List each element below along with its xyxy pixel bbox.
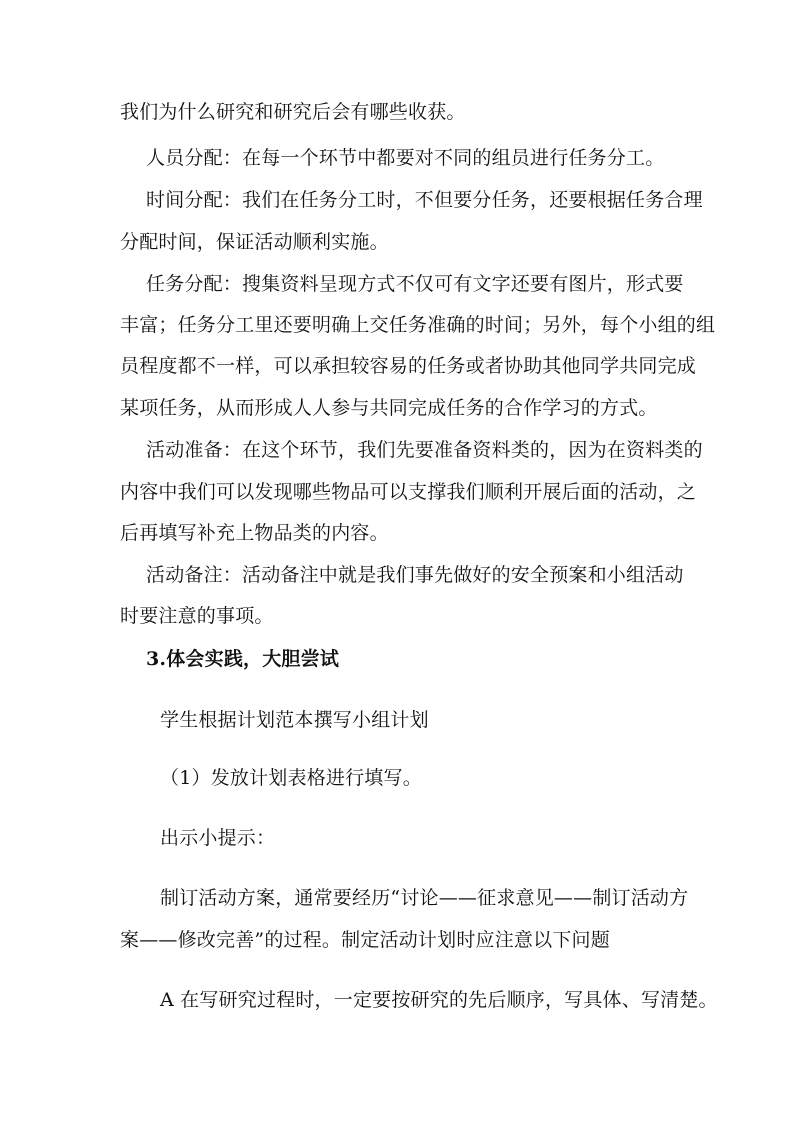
paragraph-line: 制订活动方案，通常要经历“讨论——征求意见——制订活动方 (160, 887, 689, 909)
paragraph-line: 人员分配：在每一个环节中都要对不同的组员进行任务分工。 (146, 147, 665, 169)
paragraph-line: 出示小提示： (160, 827, 276, 849)
paragraph-line: 员程度都不一样，可以承担较容易的任务或者协助其他同学共同完成 (120, 355, 697, 377)
list-item: A 在写研究过程时，一定要按研究的先后顺序，写具体、写清楚。 (160, 989, 718, 1011)
paragraph-line: 丰富；任务分工里还要明确上交任务准确的时间；另外，每个小组的组 (120, 314, 716, 336)
paragraph-line: 某项任务，从而形成人人参与共同完成任务的合作学习的方式。 (120, 397, 658, 419)
paragraph-line: 时间分配：我们在任务分工时，不但要分任务，还要根据任务合理 (146, 189, 703, 211)
paragraph-line: 案——修改完善”的过程。制定活动计划时应注意以下问题 (120, 929, 610, 951)
paragraph-line: 内容中我们可以发现哪些物品可以支撑我们顺利开展后面的活动，之 (120, 481, 697, 503)
section-heading: 3.体会实践，大胆尝试 (146, 648, 340, 670)
paragraph-line: 分配时间，保证活动顺利实施。 (120, 231, 389, 253)
paragraph-line: 活动备注：活动备注中就是我们事先做好的安全预案和小组活动 (146, 564, 684, 586)
paragraph-line: 活动准备：在这个环节，我们先要准备资料类的，因为在资料类的 (146, 439, 703, 461)
paragraph-line: 学生根据计划范本撰写小组计划 (160, 709, 429, 731)
paragraph-line: 后再填写补充上物品类的内容。 (120, 522, 389, 544)
paragraph-line: 我们为什么研究和研究后会有哪些收获。 (120, 101, 466, 123)
list-item: （1）发放计划表格进行填写。 (160, 767, 422, 789)
paragraph-line: 时要注意的事项。 (120, 605, 274, 627)
paragraph-line: 任务分配：搜集资料呈现方式不仅可有文字还要有图片，形式要 (146, 273, 684, 295)
